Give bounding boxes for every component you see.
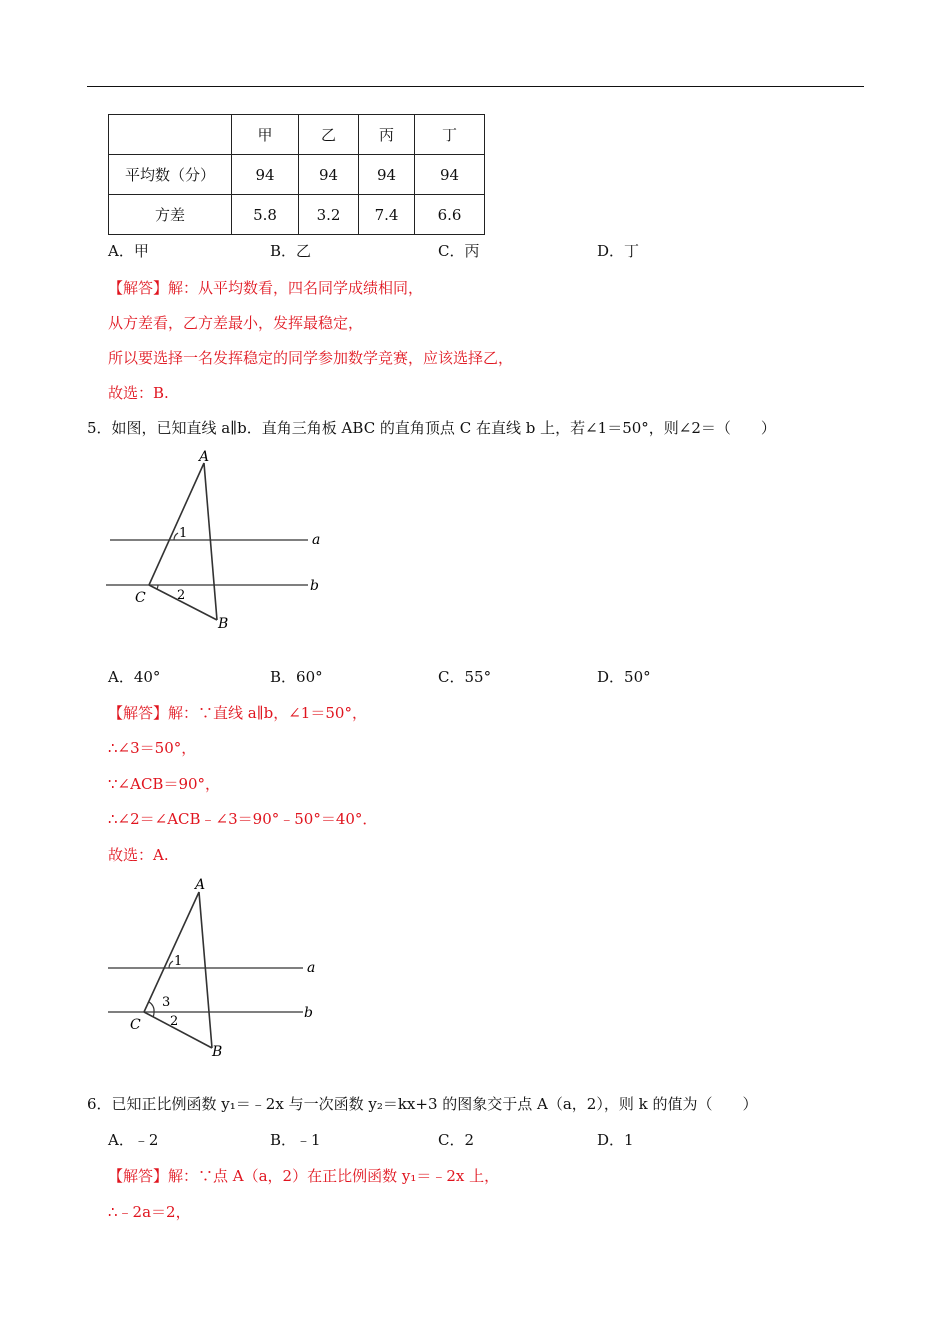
q5-option-d: D．50° bbox=[597, 668, 651, 686]
table-header-row bbox=[109, 115, 485, 155]
q5-answer-line: ∵∠ACB＝90°， bbox=[108, 775, 221, 793]
q5-answer-line: ∴∠2＝∠ACB﹣∠3＝90°﹣50°＝40°． bbox=[108, 810, 378, 828]
q4-answer-line: 所以要选择一名发挥稳定的同学参加数学竞赛，应该选择乙， bbox=[108, 349, 514, 367]
table-header-cell bbox=[109, 115, 232, 155]
table-cell: 94 bbox=[415, 155, 485, 195]
q5-option-b: B．60° bbox=[270, 668, 323, 686]
q5-question: 5．如图，已知直线 a∥b．直角三角板 ABC 的直角顶点 C 在直线 b 上，若∠1＝50°，则∠2＝（ ） bbox=[87, 419, 776, 437]
angle-1-arc bbox=[169, 961, 173, 968]
label-point-c: C bbox=[130, 1017, 141, 1033]
angle-3-arc bbox=[149, 1002, 154, 1012]
q5-figure-2 bbox=[100, 872, 340, 1062]
q4-option-d: D．丁 bbox=[597, 242, 640, 260]
table-header-cell: 甲 bbox=[232, 115, 299, 155]
table-cell: 94 bbox=[359, 155, 415, 195]
q4-answer-line: 故选：B. bbox=[108, 384, 169, 402]
table-row bbox=[109, 155, 485, 195]
q4-option-b: B．乙 bbox=[270, 242, 312, 260]
q6-question: 6．已知正比例函数 y₁＝﹣2x 与一次函数 y₂＝kx+3 的图象交于点 A（a，2），则 k 的值为（ ） bbox=[87, 1095, 758, 1113]
label-angle-1: 1 bbox=[179, 526, 188, 541]
q5-answer-line: 故选：A. bbox=[108, 846, 169, 864]
angle-1-arc bbox=[174, 533, 178, 540]
label-line-a: a bbox=[312, 532, 321, 548]
label-angle-1: 1 bbox=[174, 954, 183, 969]
q6-option-a: A．﹣2 bbox=[108, 1131, 159, 1149]
label-angle-2: 2 bbox=[170, 1014, 179, 1029]
q5-option-c: C．55° bbox=[438, 668, 492, 686]
table-row bbox=[109, 195, 485, 235]
label-point-b: B bbox=[212, 1044, 223, 1060]
q6-option-c: C．2 bbox=[438, 1131, 475, 1149]
table-cell: 5.8 bbox=[232, 195, 299, 235]
label-point-c: C bbox=[135, 590, 146, 606]
triangle-side-ac bbox=[144, 892, 199, 1012]
q4-option-a: A．甲 bbox=[108, 242, 149, 260]
label-point-b: B bbox=[218, 616, 229, 632]
table-header-cell: 丁 bbox=[415, 115, 485, 155]
table-header-cell: 乙 bbox=[299, 115, 359, 155]
q6-answer-line: 【解答】解：∵点 A（a，2）在正比例函数 y₁＝﹣2x 上， bbox=[108, 1167, 500, 1185]
label-angle-2: 2 bbox=[177, 588, 186, 603]
header-rule bbox=[87, 86, 864, 87]
label-point-a: A bbox=[195, 877, 206, 893]
label-point-a: A bbox=[199, 449, 210, 465]
label-line-a: a bbox=[307, 960, 316, 976]
q6-answer-line: ∴﹣2a＝2， bbox=[108, 1203, 191, 1221]
table-cell: 3.2 bbox=[299, 195, 359, 235]
table-cell: 6.6 bbox=[415, 195, 485, 235]
q5-answer-line: 【解答】解：∵直线 a∥b，∠1＝50°， bbox=[108, 704, 367, 722]
triangle-side-ac bbox=[149, 463, 204, 585]
q4-answer-line: 【解答】解：从平均数看，四名同学成绩相同， bbox=[108, 279, 424, 297]
table-cell: 平均数（分） bbox=[109, 155, 232, 195]
table-cell: 方差 bbox=[109, 195, 232, 235]
q5-figure-1 bbox=[100, 444, 340, 634]
triangle-side-ab bbox=[199, 892, 212, 1048]
table-cell: 7.4 bbox=[359, 195, 415, 235]
label-angle-3: 3 bbox=[162, 995, 171, 1010]
q5-option-a: A．40° bbox=[108, 668, 161, 686]
q4-option-c: C．丙 bbox=[438, 242, 480, 260]
q5-answer-line: ∴∠3＝50°， bbox=[108, 739, 197, 757]
q6-option-b: B．﹣1 bbox=[270, 1131, 321, 1149]
label-line-b: b bbox=[304, 1005, 313, 1021]
q6-option-d: D．1 bbox=[597, 1131, 634, 1149]
table-header-cell: 丙 bbox=[359, 115, 415, 155]
table-cell: 94 bbox=[299, 155, 359, 195]
q4-answer-line: 从方差看，乙方差最小，发挥最稳定， bbox=[108, 314, 364, 332]
label-line-b: b bbox=[310, 578, 319, 594]
table-cell: 94 bbox=[232, 155, 299, 195]
triangle-side-ab bbox=[204, 463, 217, 620]
variance-table bbox=[108, 114, 485, 235]
